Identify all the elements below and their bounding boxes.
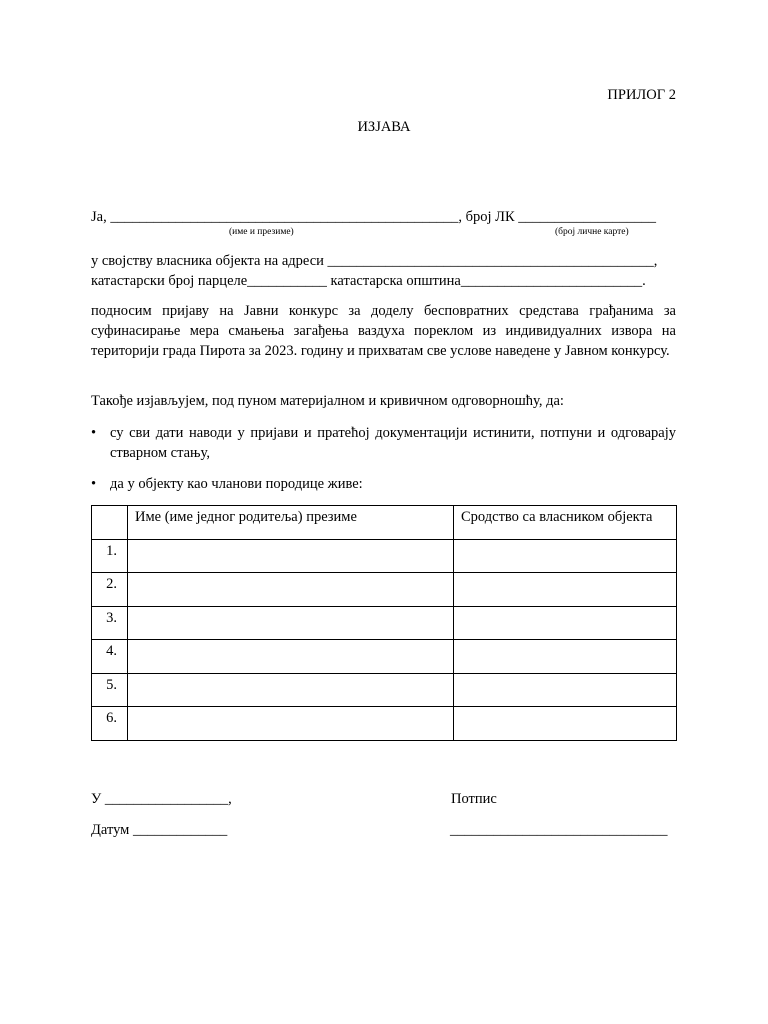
date-line: Датум _____________	[91, 822, 228, 838]
name-cell[interactable]	[128, 539, 454, 573]
bullet-marker: •	[91, 476, 97, 492]
table-row	[92, 640, 677, 674]
relation-cell[interactable]	[454, 606, 677, 640]
row-number: 6.	[92, 707, 128, 741]
signature-label: Потпис	[451, 791, 497, 807]
application-paragraph: подносим пријаву на Јавни конкурс за доделу бесповратних средстава грађанима за суфинасирање мера смањења загађења ваздуха пореклом из индивидуалних извора на територији града Пирота за 2023. годину и прихватам све услове наведене у Јавном конкурсу.	[91, 303, 676, 359]
table-row	[92, 606, 677, 640]
name-hint: (име и презиме)	[229, 227, 294, 237]
relation-cell[interactable]	[454, 539, 677, 573]
annex-label: ПРИЛОГ 2	[607, 87, 676, 103]
row-number: 3.	[92, 606, 128, 640]
relation-cell[interactable]	[454, 573, 677, 607]
relation-cell[interactable]	[454, 673, 677, 707]
place-line: У _________________,	[91, 791, 232, 807]
declaration-intro: Такође изјављујем, под пуном материјалном и кривичном одговорношћу, да:	[91, 393, 564, 409]
name-cell[interactable]	[128, 707, 454, 741]
address-line: у својству власника објекта на адреси _____________________________________________,	[91, 253, 658, 269]
table-row	[92, 573, 677, 607]
row-number: 2.	[92, 573, 128, 607]
parcel-line: катастарски број парцеле___________ катастарска општина_________________________.	[91, 273, 646, 289]
row-number: 4.	[92, 640, 128, 674]
table-row	[92, 539, 677, 573]
document-title: ИЗЈАВА	[357, 119, 411, 135]
name-cell[interactable]	[128, 673, 454, 707]
name-cell[interactable]	[128, 573, 454, 607]
bullet-marker: •	[91, 425, 97, 441]
bullet-truthful-data: су сви дати наводи у пријави и пратећој документацији истинити, потпуни и одговарају стварном стању,	[110, 425, 676, 461]
identity-line: Ја, ________________________________________________, број ЛК ___________________	[91, 209, 656, 225]
table-header-row	[92, 506, 677, 540]
table-row	[92, 707, 677, 741]
table-header-cell: Сродство са власником објекта	[454, 506, 677, 540]
relation-cell[interactable]	[454, 707, 677, 741]
row-number: 5.	[92, 673, 128, 707]
row-number: 1.	[92, 539, 128, 573]
household-members-table	[91, 505, 677, 741]
bullet-household-members: да у објекту као чланови породице живе:	[110, 476, 363, 492]
table-header-cell: Име (име једног родитеља) презиме	[128, 506, 454, 540]
relation-cell[interactable]	[454, 640, 677, 674]
table-header-cell	[92, 506, 128, 540]
table-row	[92, 673, 677, 707]
name-cell[interactable]	[128, 640, 454, 674]
signature-line: ______________________________	[450, 822, 668, 838]
name-cell[interactable]	[128, 606, 454, 640]
id-card-hint: (број личне карте)	[555, 227, 629, 237]
